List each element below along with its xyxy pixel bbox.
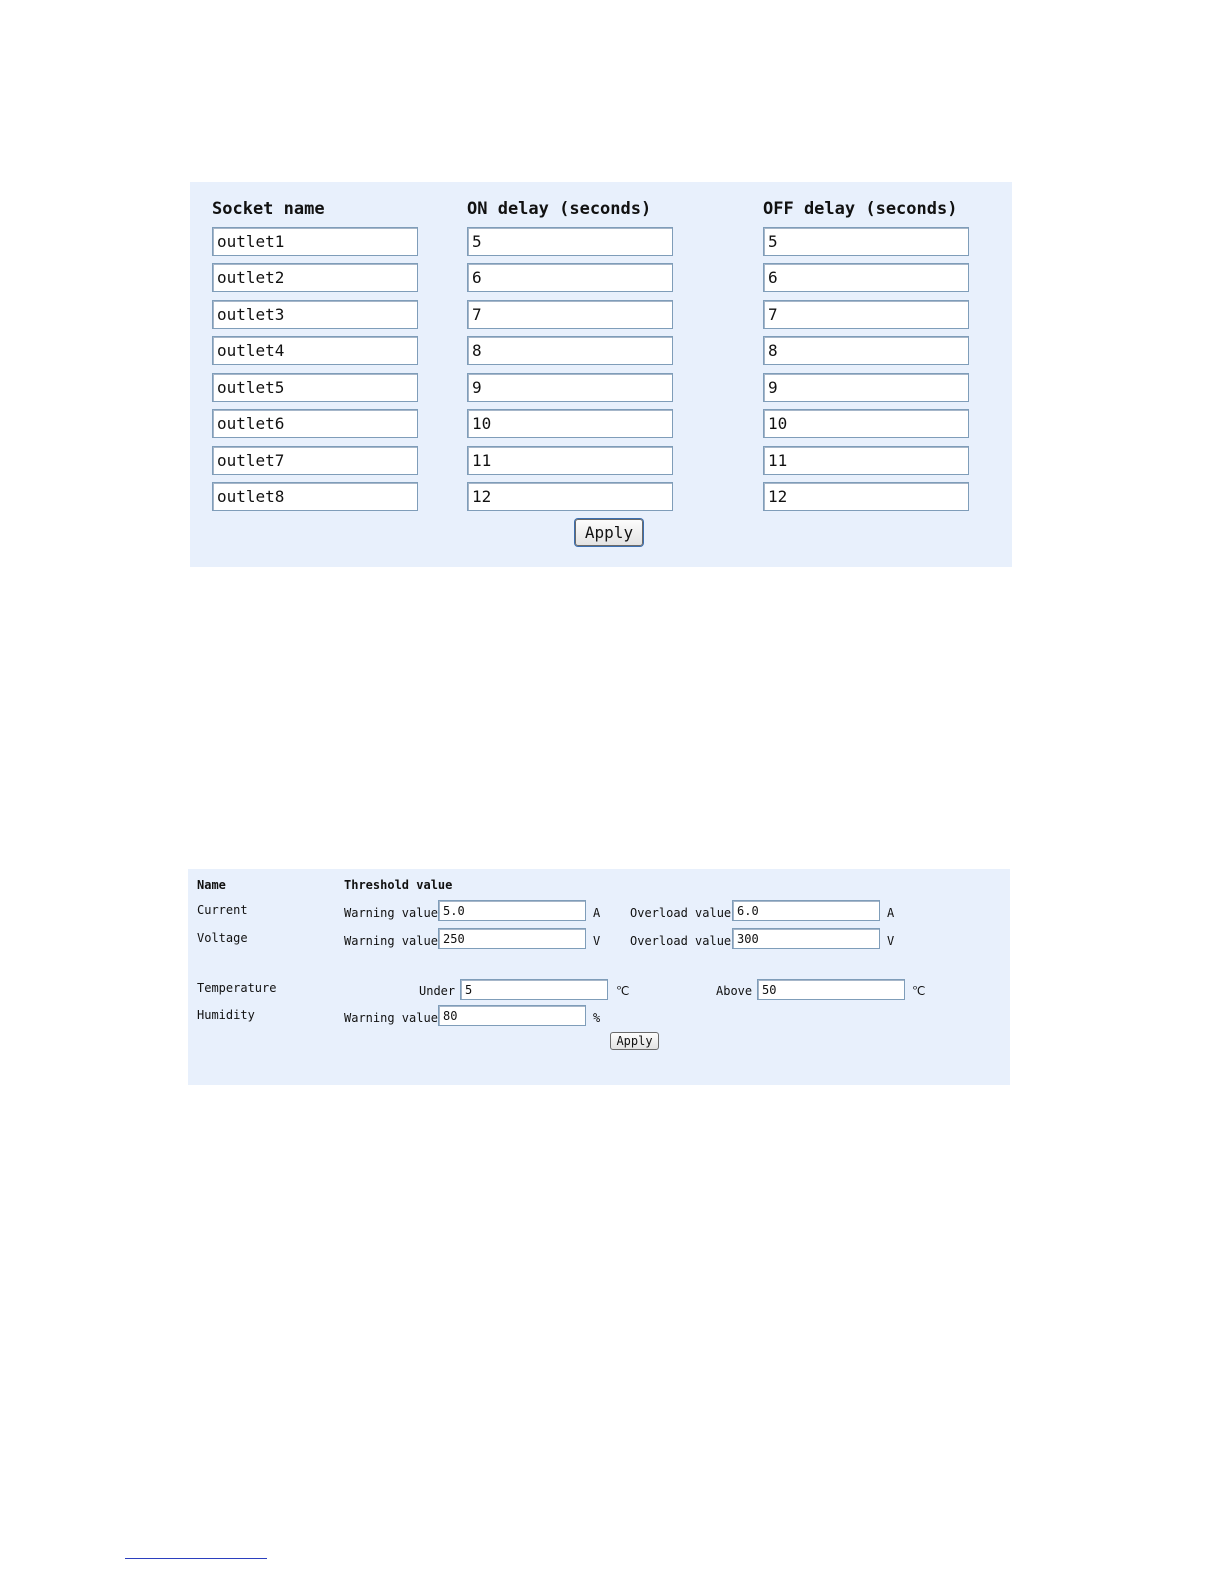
humidity-warning-label: Warning value <box>344 1011 438 1025</box>
on-delay-header: ON delay (seconds) <box>467 199 652 219</box>
current-label: Current <box>197 903 248 917</box>
socket-name-input-6[interactable] <box>212 409 418 438</box>
socket-name-input-8[interactable] <box>212 482 418 511</box>
on-delay-input-6[interactable] <box>467 409 673 438</box>
threshold-panel <box>188 869 1010 1085</box>
socket-name-input-4[interactable] <box>212 336 418 365</box>
humidity-warning-unit: % <box>593 1011 601 1025</box>
on-delay-input-8[interactable] <box>467 482 673 511</box>
name-header: Name <box>197 878 226 892</box>
temperature-under-input[interactable] <box>460 979 608 1000</box>
temperature-above-input[interactable] <box>757 979 905 1000</box>
off-delay-input-3[interactable] <box>763 300 969 329</box>
current-warning-unit: A <box>593 906 601 920</box>
temperature-above-unit: ℃ <box>912 984 926 998</box>
off-delay-input-6[interactable] <box>763 409 969 438</box>
current-overload-unit: A <box>887 906 895 920</box>
temperature-under-label: Under <box>419 984 456 998</box>
apply-threshold-button[interactable]: Apply <box>610 1032 659 1050</box>
off-delay-input-8[interactable] <box>763 482 969 511</box>
socket-name-input-5[interactable] <box>212 373 418 402</box>
apply-delay-button[interactable]: Apply <box>575 519 643 546</box>
humidity-warning-input[interactable] <box>438 1005 586 1026</box>
socket-name-input-1[interactable] <box>212 227 418 256</box>
socket-name-input-7[interactable] <box>212 446 418 475</box>
current-overload-input[interactable] <box>732 900 880 921</box>
voltage-warning-label: Warning value <box>344 934 438 948</box>
on-delay-input-1[interactable] <box>467 227 673 256</box>
socket-name-header: Socket name <box>212 199 325 219</box>
off-delay-input-4[interactable] <box>763 336 969 365</box>
voltage-overload-label: Overload value <box>630 934 732 948</box>
on-delay-input-4[interactable] <box>467 336 673 365</box>
temperature-label: Temperature <box>197 981 277 995</box>
on-delay-input-3[interactable] <box>467 300 673 329</box>
outlet-delay-panel <box>190 182 1012 567</box>
temperature-under-unit: ℃ <box>616 984 630 998</box>
current-overload-label: Overload value <box>630 906 732 920</box>
off-delay-input-2[interactable] <box>763 263 969 292</box>
socket-name-input-2[interactable] <box>212 263 418 292</box>
footnote-divider <box>125 1558 267 1559</box>
on-delay-input-7[interactable] <box>467 446 673 475</box>
voltage-label: Voltage <box>197 931 248 945</box>
on-delay-input-2[interactable] <box>467 263 673 292</box>
off-delay-input-1[interactable] <box>763 227 969 256</box>
temperature-above-label: Above <box>716 984 753 998</box>
voltage-warning-input[interactable] <box>438 928 586 949</box>
off-delay-input-7[interactable] <box>763 446 969 475</box>
voltage-overload-unit: V <box>887 934 895 948</box>
on-delay-input-5[interactable] <box>467 373 673 402</box>
voltage-warning-unit: V <box>593 934 601 948</box>
voltage-overload-input[interactable] <box>732 928 880 949</box>
current-warning-label: Warning value <box>344 906 438 920</box>
current-warning-input[interactable] <box>438 900 586 921</box>
off-delay-header: OFF delay (seconds) <box>763 199 958 219</box>
humidity-label: Humidity <box>197 1008 255 1022</box>
off-delay-input-5[interactable] <box>763 373 969 402</box>
socket-name-input-3[interactable] <box>212 300 418 329</box>
threshold-value-header: Threshold value <box>344 878 453 892</box>
